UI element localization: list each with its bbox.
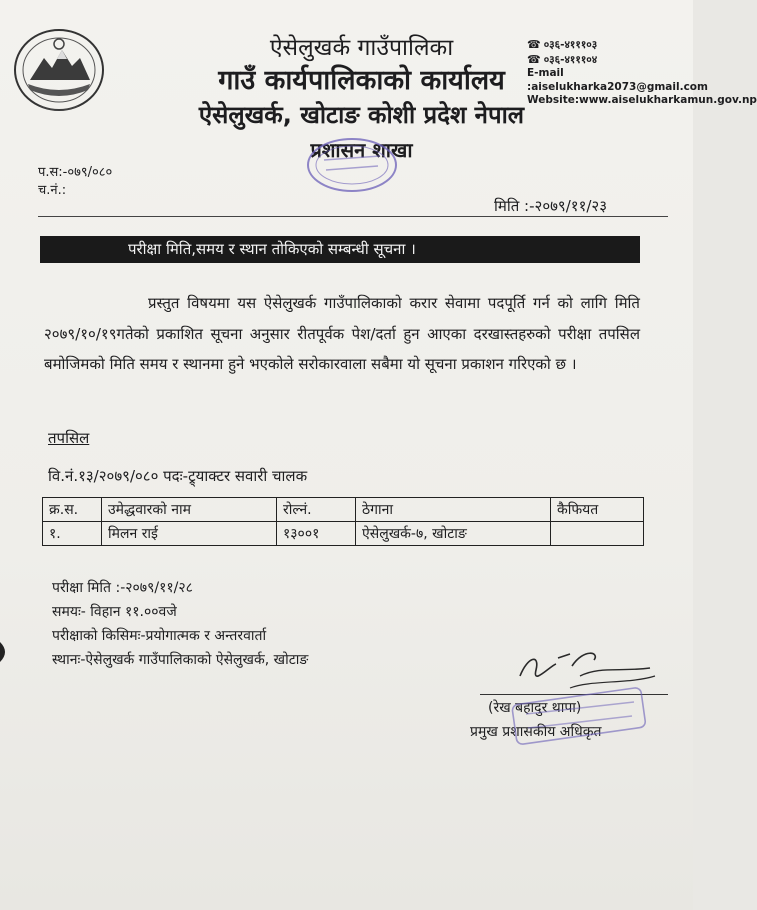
col-header-remarks: कैफियत: [551, 498, 644, 522]
body-paragraph: प्रस्तुत विषयमा यस ऐसेलुखर्क गाउँपालिकाको करार सेवामा पदपूर्ति गर्न को लागि मिति २०७९/१०/१९गतेको प्रकाशित सूचना अनुसार रीतपूर्वक पेश/दर्ता हुन आएका दरखास्तहरुको परीक्षा तपसिल बमोजिमको मिति समय र स्थानमा हुने भएकोले सरोकारवाला सबैमा यो सूचना प्रकाशन गरिएको छ ।: [44, 294, 640, 373]
website: Website:www.aiselukharkamun.gov.np: [527, 94, 757, 106]
candidate-table: [42, 497, 644, 546]
cell-sn: १.: [43, 522, 102, 546]
cell-roll: १३००१: [277, 522, 356, 546]
issue-date: मिति :-२०७९/११/२३: [494, 197, 608, 215]
hole-punch-mark: [0, 640, 14, 664]
office-address: ऐसेलुखर्क, खोटाङ कोशी प्रदेश नेपाल: [198, 101, 525, 129]
contact-block: [527, 38, 757, 108]
col-header-sn: क्र.स.: [43, 498, 102, 522]
exam-venue: स्थानः-ऐसेलुखर्क गाउँपालिकाको ऐसेलुखर्क, खोटाङ: [52, 652, 309, 668]
patra-sankhya: प.स:-०७९/०८०: [38, 165, 113, 180]
vacancy-line: वि.नं.१३/२०७९/०८० पदः-ट्र्याक्टर सवारी चालक: [48, 467, 308, 485]
signatory-title: प्रमुख प्रशासकीय अधिकृत: [470, 724, 602, 740]
exam-date: परीक्षा मिति :-२०७९/११/२८: [52, 580, 193, 596]
table-header-row: [43, 498, 644, 522]
chalani-number: च.नं.:: [38, 183, 67, 198]
exam-time: समयः- विहान ११.००वजे: [52, 604, 177, 620]
signatory-name: (रेख बहादुर थापा): [488, 700, 582, 716]
col-header-roll: रोल्नं.: [277, 498, 356, 522]
cell-name: मिलन राई: [102, 522, 277, 546]
section-name: प्रशासन शाखा: [310, 138, 413, 162]
officer-seal-stamp: [506, 690, 652, 744]
municipality-name: ऐसेलुखर्क गाउँपालिका: [269, 35, 454, 61]
col-header-address: ठेगाना: [356, 498, 551, 522]
phone-1: ☎ ०३६-४१११०३: [527, 38, 693, 53]
tapasil-heading: तपसिल: [48, 429, 90, 447]
notice-title-banner: परीक्षा मिति,समय र स्थान तोकिएको सम्बन्धी सूचना ।: [40, 236, 640, 263]
email-address: :aiselukharka2073@gmail.com: [527, 80, 708, 93]
office-name: गाउँ कार्यपालिकाको कार्यालय: [218, 65, 505, 96]
col-header-name: उमेद्धवारको नाम: [102, 498, 277, 522]
email-label: E-mail: [527, 67, 564, 79]
cell-remarks: [551, 522, 644, 546]
cell-address: ऐसेलुखर्क-७, खोटाङ: [356, 522, 551, 546]
divider: [38, 216, 668, 217]
table-row: [43, 522, 644, 546]
exam-type: परीक्षाको किसिमः-प्रयोगात्मक र अन्तरवार्ता: [52, 628, 267, 644]
phone-2: ☎ ०३६-४१११०४: [527, 53, 693, 68]
office-seal-stamp: [302, 134, 402, 196]
